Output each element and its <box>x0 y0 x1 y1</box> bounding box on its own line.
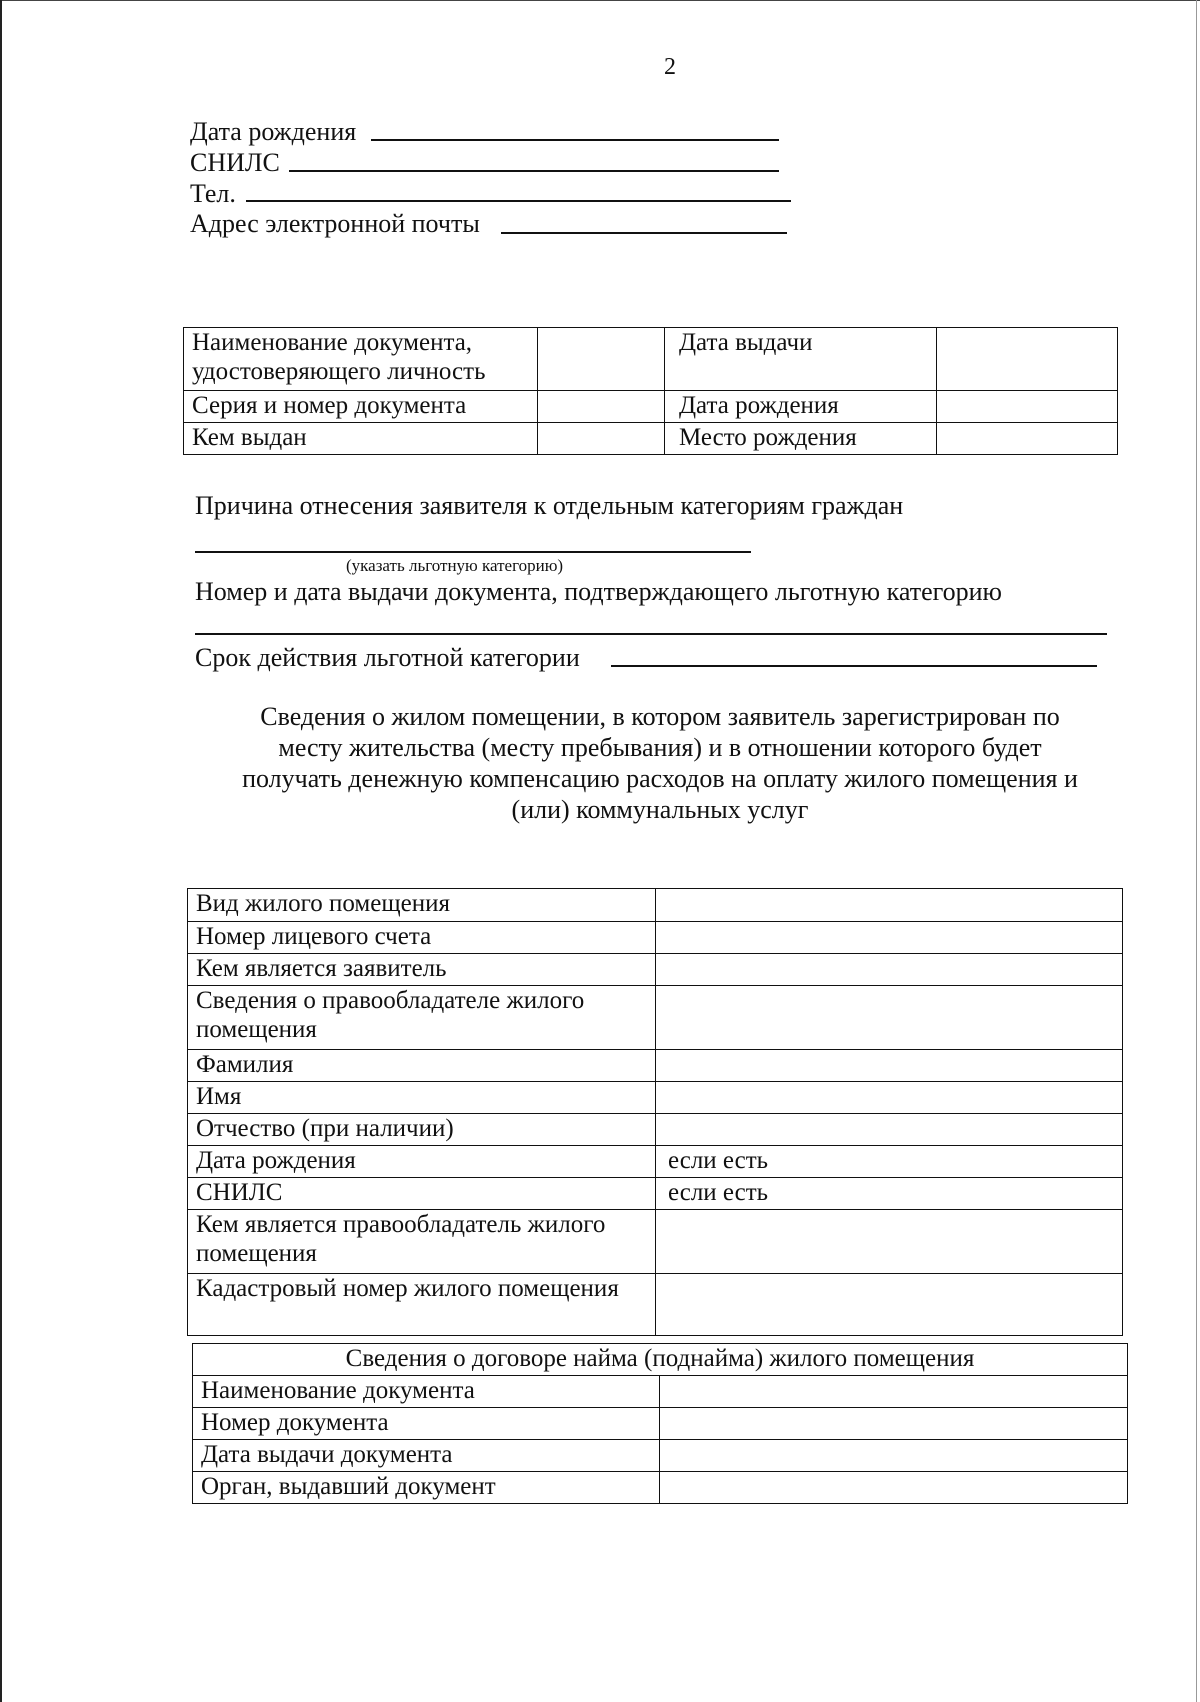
page-number: 2 <box>664 54 676 80</box>
email-field[interactable] <box>501 232 787 234</box>
lease-doc-number-value[interactable] <box>660 1408 1128 1440</box>
owner-role-label: Кем является правообладатель жилого помещения <box>188 1210 656 1274</box>
page-edge-right <box>1196 0 1197 1702</box>
table-row <box>193 1408 1128 1440</box>
lease-doc-name-value[interactable] <box>660 1376 1128 1408</box>
cadastral-number-value[interactable] <box>656 1274 1123 1336</box>
cadastral-number-label: Кадастровый номер жилого помещения <box>188 1274 656 1336</box>
owner-snils-value[interactable]: если есть <box>656 1178 1123 1210</box>
owner-surname-label: Фамилия <box>188 1050 656 1082</box>
birth-place-value[interactable] <box>937 423 1118 455</box>
table-row <box>193 1376 1128 1408</box>
lease-doc-date-label: Дата выдачи документа <box>193 1440 660 1472</box>
issued-by-value[interactable] <box>538 423 665 455</box>
owner-role-value[interactable] <box>656 1210 1123 1274</box>
housing-type-value[interactable] <box>656 889 1123 922</box>
benefit-validity-label: Срок действия льготной категории <box>195 643 580 672</box>
owner-patronymic-value[interactable] <box>656 1114 1123 1146</box>
lease-agreement-table <box>192 1343 1128 1504</box>
benefit-reason-label: Причина отнесения заявителя к отдельным категориям граждан <box>195 491 904 520</box>
table-row <box>184 328 1118 391</box>
table-row <box>193 1472 1128 1504</box>
owner-birth-date-label: Дата рождения <box>188 1146 656 1178</box>
birth-date-label: Дата рождения <box>190 117 357 146</box>
table-row <box>188 1178 1123 1210</box>
table-row <box>184 423 1118 455</box>
table-row <box>188 889 1123 922</box>
owner-name-label: Имя <box>188 1082 656 1114</box>
applicant-role-value[interactable] <box>656 954 1123 986</box>
lease-issuer-label: Орган, выдавший документ <box>193 1472 660 1504</box>
snils-label: СНИЛС <box>190 148 280 177</box>
table-row <box>188 1082 1123 1114</box>
table-row <box>193 1440 1128 1472</box>
issue-date-value[interactable] <box>937 328 1118 391</box>
account-number-label: Номер лицевого счета <box>188 922 656 954</box>
benefit-validity-field[interactable] <box>611 665 1097 667</box>
id-birth-date-value[interactable] <box>937 391 1118 423</box>
issued-by-label: Кем выдан <box>184 423 538 455</box>
table-row <box>188 1210 1123 1274</box>
benefit-reason-caption: (указать льготную категорию) <box>346 556 564 575</box>
table-row <box>188 986 1123 1050</box>
lease-doc-number-label: Номер документа <box>193 1408 660 1440</box>
housing-table <box>187 888 1123 1336</box>
housing-section-heading: Сведения о жилом помещении, в котором заявитель зарегистрирован по месту жительства (месту пребывания) и в отношении которого будет получать денежную компенсацию расходов на оплату жилого помещения и (или) коммунальных услуг <box>242 702 1078 824</box>
owner-birth-date-value[interactable]: если есть <box>656 1146 1123 1178</box>
email-label: Адрес электронной почты <box>190 209 480 238</box>
owner-patronymic-label: Отчество (при наличии) <box>188 1114 656 1146</box>
lease-doc-date-value[interactable] <box>660 1440 1128 1472</box>
account-number-value[interactable] <box>656 922 1123 954</box>
table-row <box>188 1114 1123 1146</box>
table-row <box>184 391 1118 423</box>
birth-date-field[interactable] <box>371 139 779 141</box>
table-row <box>188 1274 1123 1336</box>
phone-label: Тел. <box>190 179 236 208</box>
owner-name-value[interactable] <box>656 1082 1123 1114</box>
benefit-document-field[interactable] <box>195 633 1107 635</box>
table-row <box>188 954 1123 986</box>
snils-field[interactable] <box>289 170 779 172</box>
id-birth-date-label: Дата рождения <box>665 391 937 423</box>
lease-issuer-value[interactable] <box>660 1472 1128 1504</box>
table-row <box>188 1146 1123 1178</box>
benefit-document-label: Номер и дата выдачи документа, подтверждающего льготную категорию <box>195 577 1002 606</box>
id-doc-name-label: Наименование документа, удостоверяющего личность <box>184 328 538 391</box>
lease-doc-name-label: Наименование документа <box>193 1376 660 1408</box>
doc-series-number-value[interactable] <box>538 391 665 423</box>
birth-place-label: Место рождения <box>665 423 937 455</box>
table-row <box>188 1050 1123 1082</box>
applicant-role-label: Кем является заявитель <box>188 954 656 986</box>
lease-section-title: Сведения о договоре найма (поднайма) жилого помещения <box>193 1344 1128 1376</box>
owner-surname-value[interactable] <box>656 1050 1123 1082</box>
owner-snils-label: СНИЛС <box>188 1178 656 1210</box>
table-row <box>193 1344 1128 1376</box>
phone-field[interactable] <box>246 200 791 202</box>
identity-document-table <box>183 327 1118 455</box>
owner-info-value[interactable] <box>656 986 1123 1050</box>
doc-series-number-label: Серия и номер документа <box>184 391 538 423</box>
housing-type-label: Вид жилого помещения <box>188 889 656 922</box>
issue-date-label: Дата выдачи <box>665 328 937 391</box>
page-edge-left <box>0 0 2 1702</box>
table-row <box>188 922 1123 954</box>
id-doc-name-value[interactable] <box>538 328 665 391</box>
benefit-reason-field[interactable] <box>195 551 751 553</box>
owner-info-label: Сведения о правообладателе жилого помещения <box>188 986 656 1050</box>
page-edge-top <box>0 0 1200 1</box>
